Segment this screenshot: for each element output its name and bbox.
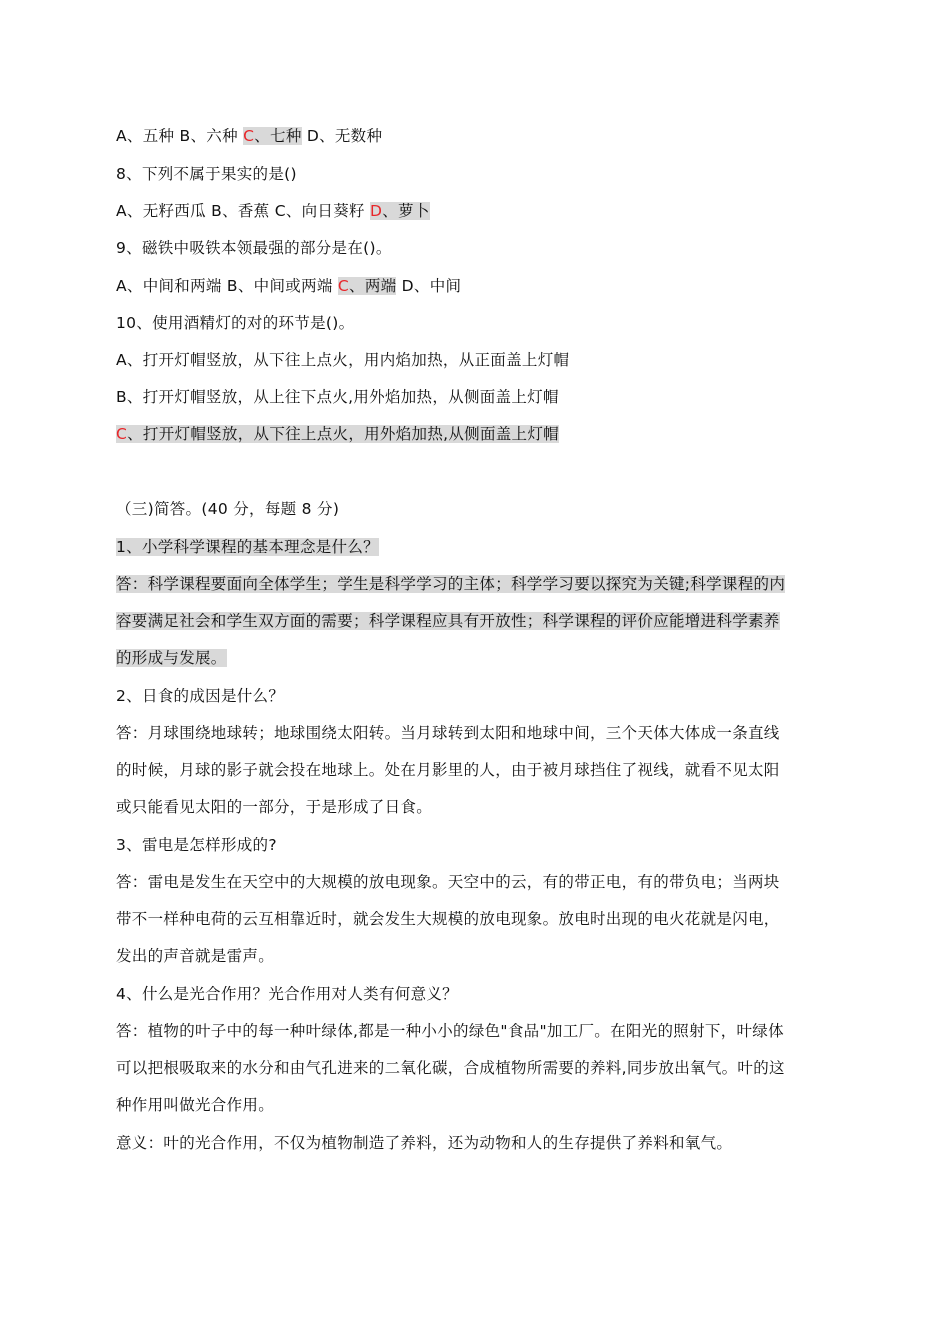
text-segment: 或只能看见太阳的一部分，于是形成了日食。 [116,798,433,816]
text-line [116,423,559,445]
text-segment: 8、下列不属于果实的是() [116,165,297,183]
text-line [116,1057,785,1079]
highlighted-text: 、两端 [349,277,397,295]
text-line [116,1094,274,1116]
text-segment: D、无数种 [301,127,383,145]
text-line [116,908,780,930]
text-segment: D、中间 [396,277,462,295]
text-line [116,647,227,669]
text-segment: 带不一样种电荷的云互相靠近时，就会发生大规模的放电现象。放电时出现的电火花就是闪电， [116,910,780,928]
text-segment: 种作用叫做光合作用。 [116,1096,275,1114]
text-segment: B、打开灯帽竖放，从上往下点火,用外焰加热，从侧面盖上灯帽 [116,388,559,406]
text-line [116,610,780,632]
text-line [116,275,461,297]
text-line [116,983,458,1005]
highlighted-text: 1、小学科学课程的基本理念是什么？ [116,538,379,556]
text-line [116,759,780,781]
text-segment: 答：雷电是发生在天空中的大规模的放电现象。天空中的云，有的带正电，有的带负电；当两块 [116,873,780,891]
highlighted-text: 、七种 [254,127,302,145]
text-line [116,312,354,334]
text-segment: （三)简答。(40 分，每题 8 分) [116,500,340,518]
text-line [116,163,297,185]
text-segment: 答：植物的叶子中的每一种叶绿体,都是一种小小的绿色"食品"加工厂。在阳光的照射下，叶绿体 [116,1022,784,1040]
highlighted-text: 的形成与发展。 [116,649,227,667]
text-line [116,573,785,595]
text-line [116,349,569,371]
highlighted-text: C [337,277,350,295]
text-segment: 发出的声音就是雷声。 [116,947,275,965]
highlighted-text: 容要满足社会和学生双方面的需要；科学课程应具有开放性；科学课程的评价应能增进科学素养 [116,612,780,630]
highlighted-text: 、萝卜 [382,202,430,220]
text-segment: 意义：叶的光合作用，不仅为植物制造了养料，还为动物和人的生存提供了养料和氧气。 [116,1134,733,1152]
text-line [116,796,432,818]
text-line [116,1132,732,1154]
text-line [116,834,277,856]
text-segment: 2、日食的成因是什么？ [116,687,285,705]
text-segment: 的时候，月球的影子就会投在地球上。处在月影里的人，由于被月球挡住了视线，就看不见太阳 [116,761,780,779]
highlighted-text: C [116,425,128,443]
text-line [116,200,430,222]
text-line [116,498,339,520]
text-segment: A、中间和两端 B、中间或两端 [116,277,338,295]
highlighted-text: 、打开灯帽竖放，从下往上点火，用外焰加热,从侧面盖上灯帽 [127,425,559,443]
text-line [116,386,559,408]
text-segment: A、无籽西瓜 B、香蕉 C、向日葵籽 [116,202,371,220]
text-segment: A、五种 B、六种 [116,127,244,145]
text-line [116,945,274,967]
text-segment: 3、雷电是怎样形成的? [116,836,277,854]
text-segment: 9、磁铁中吸铁本领最强的部分是在()。 [116,239,392,257]
text-segment: 可以把根吸取来的水分和由气孔进来的二氧化碳，合成植物所需要的养料,同步放出氧气。叶的这 [116,1059,785,1077]
text-line [116,722,780,744]
highlighted-text: C [243,127,255,145]
highlighted-text: D [370,202,383,220]
text-line [116,1020,784,1042]
text-segment: 10、使用酒精灯的对的环节是()。 [116,314,355,332]
text-segment: 答：月球围绕地球转；地球围绕太阳转。当月球转到太阳和地球中间，三个天体大体成一条直线 [116,724,780,742]
text-line [116,685,284,707]
text-line [116,536,379,558]
text-segment: A、打开灯帽竖放，从下往上点火，用内焰加热，从正面盖上灯帽 [116,351,570,369]
text-line [116,871,780,893]
highlighted-text: 答：科学课程要面向全体学生；学生是科学学习的主体；科学学习要以探究为关键;科学课程的内 [116,575,786,593]
text-line [116,125,382,147]
text-segment: 4、什么是光合作用？光合作用对人类有何意义？ [116,985,458,1003]
text-line [116,237,392,259]
